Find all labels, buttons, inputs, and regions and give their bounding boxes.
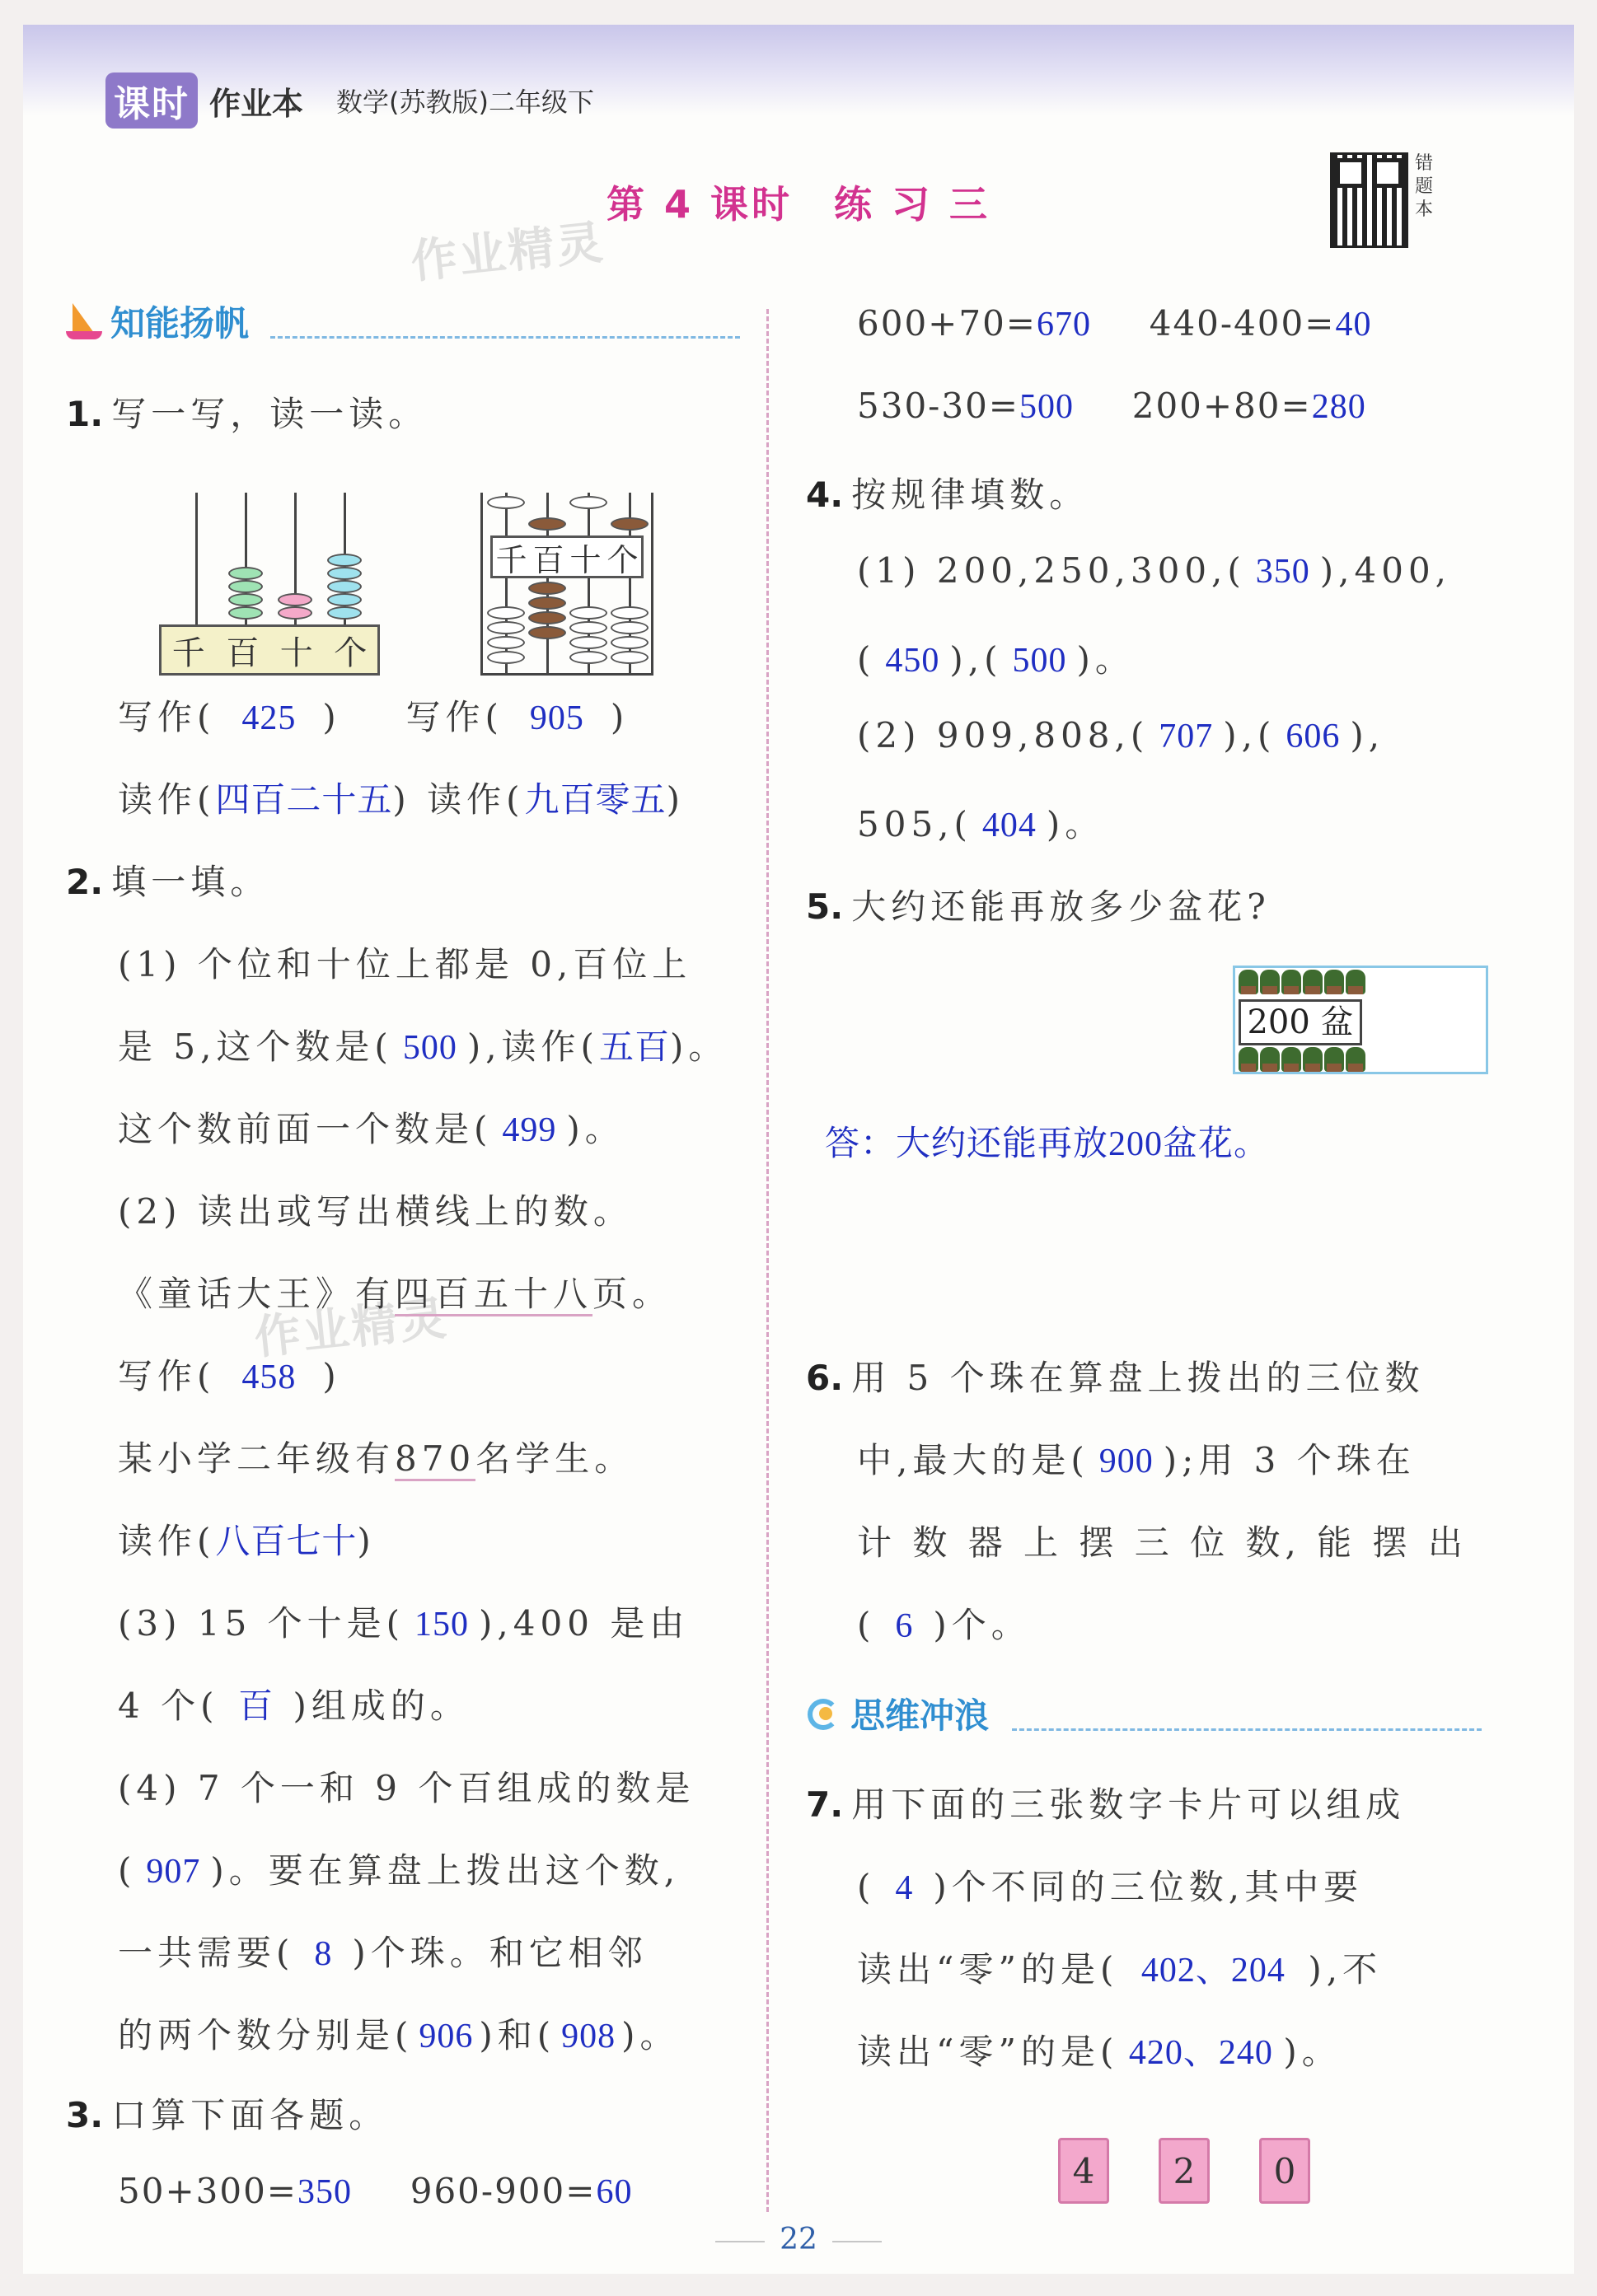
q7-line-c	[857, 1943, 1382, 1992]
qr-label: 错题本	[1414, 153, 1433, 220]
prompt-text: 页。	[592, 1274, 672, 1314]
q2-p2-line-e	[118, 1514, 376, 1564]
answer-field[interactable]: 500	[402, 1029, 457, 1067]
prompt-text: )。	[1076, 639, 1135, 680]
underlined-number: 870	[395, 1438, 475, 1481]
workbook-page	[23, 25, 1574, 2274]
answer-field[interactable]: 280	[1311, 388, 1366, 426]
prompt-text: (	[118, 1850, 137, 1891]
q4-p1-line-b	[857, 633, 1135, 682]
flower-pot-icon	[1324, 1047, 1344, 1072]
abacus-bead	[611, 621, 649, 634]
abacus-bead	[611, 636, 649, 649]
q1-write-line	[118, 690, 629, 740]
abacus-bead	[528, 517, 566, 531]
prompt-text: (1) 200,250,300,(	[857, 550, 1246, 591]
q1-read-line	[118, 773, 685, 822]
q5-answer[interactable]	[825, 1116, 1269, 1166]
question-number: 4.	[806, 475, 844, 515]
flower-pots-row	[1239, 1047, 1365, 1072]
question-text: 用下面的三张数字卡片可以组成	[851, 1784, 1406, 1825]
prompt-text: 读作(	[427, 779, 525, 820]
question-number: 6.	[806, 1358, 844, 1398]
flower-shelf-figure	[1233, 966, 1488, 1074]
underlined-number: 四百五十八	[395, 1274, 592, 1316]
equation: 960-900=	[410, 2171, 597, 2211]
q3-prompt	[66, 2088, 388, 2138]
q2-p1-line-c	[118, 1102, 625, 1152]
prompt-text: )。	[1046, 804, 1105, 844]
q6-line-c: 计 数 器 上 摆 三 位 数, 能 摆 出	[857, 1522, 1468, 1563]
abacus-bead	[569, 651, 607, 664]
section-header-siwei	[806, 1689, 989, 1738]
q2-prompt	[66, 855, 269, 905]
q3-row-1	[118, 2171, 632, 2212]
answer-field[interactable]: 150	[414, 1606, 470, 1644]
q2-p3-line-a	[118, 1597, 689, 1646]
prompt-text: (3) 15 个十是(	[118, 1603, 405, 1644]
q4-p1-line-a	[857, 550, 1451, 592]
sail-icon	[66, 303, 102, 339]
prompt-text: ),	[1350, 715, 1385, 755]
q2-p2-line-c	[118, 1349, 341, 1399]
abacus-bead	[528, 626, 566, 639]
flower-count-label: 200 盆	[1239, 999, 1362, 1045]
answer-field[interactable]: 402、204	[1140, 1952, 1286, 1990]
answer-write-2[interactable]: 905	[529, 699, 584, 737]
abacus-rod	[195, 493, 198, 634]
flower-pot-icon	[1346, 1047, 1365, 1072]
qr-block[interactable]	[1330, 152, 1433, 268]
prompt-text: )。	[566, 1109, 625, 1149]
answer-field[interactable]: 350	[297, 2173, 352, 2211]
abacus-bead	[327, 580, 362, 593]
abacus-bead	[528, 596, 566, 610]
prompt-text: )。要在算盘上拨出这个数,	[210, 1850, 681, 1891]
abacus-bead	[569, 621, 607, 634]
q4-p2-line-b	[857, 797, 1104, 847]
prompt-text: )个不同的三位数,其中要	[933, 1867, 1364, 1907]
abacus-bead	[569, 606, 607, 620]
column-divider	[766, 309, 769, 2212]
abacus-bead	[278, 593, 312, 606]
answer-field[interactable]: 670	[1037, 306, 1091, 344]
section-title: 知能扬帆	[110, 303, 250, 344]
prompt-text: )	[322, 697, 341, 737]
prompt-text: )个珠。和它相邻	[352, 1933, 648, 1973]
answer-field[interactable]: 4	[895, 1869, 914, 1907]
abacus-base	[159, 624, 380, 676]
answer-field[interactable]: 60	[596, 2173, 633, 2211]
prompt-text: 是 5,这个数是(	[118, 1026, 393, 1067]
equation: 600+70=	[857, 303, 1037, 344]
flower-pot-icon	[1303, 1047, 1323, 1072]
abacus-bead	[487, 621, 525, 634]
prompt-text: 读作(	[118, 779, 216, 820]
place-label: 千	[495, 541, 527, 578]
equation: 440-400=	[1149, 303, 1336, 344]
prompt-text: 《童话大王》有	[118, 1274, 396, 1314]
answer-field[interactable]: 8	[314, 1935, 333, 1973]
section-divider	[270, 336, 740, 339]
prompt-text: ),(	[1223, 715, 1276, 755]
abacus-bead	[228, 593, 263, 606]
q2-p2-line-b	[118, 1267, 672, 1316]
qr-code-icon[interactable]	[1330, 152, 1408, 248]
prompt-text: ),读作(	[466, 1026, 599, 1067]
prompt-text: ),400,	[1319, 550, 1452, 591]
number-card: 4	[1058, 2138, 1109, 2204]
place-label: 个	[606, 541, 639, 578]
q6-line-b	[857, 1433, 1416, 1483]
page-number: 22	[23, 2223, 1574, 2256]
q1-prompt	[66, 387, 428, 437]
q2-p4-line-c	[118, 1926, 648, 1976]
prompt-text: )	[357, 1521, 376, 1561]
place-label: 十	[569, 541, 602, 578]
question-number: 7.	[806, 1784, 844, 1825]
abacus-label-box	[490, 535, 644, 578]
flower-pot-icon	[1281, 1047, 1301, 1072]
prompt-text: )	[392, 779, 411, 820]
equation: 50+300=	[118, 2171, 297, 2211]
place-label: 百	[532, 541, 564, 578]
q2-p4-line-a: (4) 7 个一和 9 个百组成的数是	[118, 1768, 695, 1808]
abacus-bead	[569, 496, 607, 509]
wave-icon	[806, 1695, 842, 1732]
question-text: 口算下面各题。	[111, 2095, 389, 2135]
abacus-bead	[228, 567, 263, 580]
abacus-bead	[528, 582, 566, 595]
answer-field[interactable]: 404	[981, 807, 1037, 844]
prompt-text: )。	[669, 1026, 728, 1067]
q7-line-a	[806, 1778, 1405, 1827]
question-number: 2.	[66, 862, 104, 902]
flower-pot-icon	[1260, 970, 1280, 994]
prompt-text: )和(	[479, 2015, 556, 2055]
prompt-text: 读作(	[118, 1521, 216, 1561]
abacus-bead	[487, 651, 525, 664]
header-brand	[105, 72, 594, 129]
prompt-text: )组成的。	[293, 1686, 470, 1726]
q4-p2-line-a	[857, 715, 1384, 756]
equation: 530-30=	[857, 386, 1019, 426]
answer-field[interactable]: 458	[241, 1358, 297, 1396]
answer-field[interactable]: 420、240	[1128, 2034, 1273, 2072]
flower-pot-icon	[1239, 970, 1258, 994]
answer-field[interactable]: 6	[895, 1607, 914, 1645]
answer-read-1[interactable]: 四百二十五	[215, 782, 393, 820]
prompt-text: 写作(	[118, 1356, 216, 1396]
number-card: 2	[1159, 2138, 1210, 2204]
answer-field[interactable]: 450	[885, 642, 940, 680]
prompt-text: (	[857, 639, 876, 680]
flower-pots-row	[1239, 970, 1365, 994]
answer-field[interactable]: 八百七十	[215, 1523, 358, 1561]
abacus-bead	[528, 611, 566, 624]
q3-row-3	[857, 386, 1366, 427]
question-text: 用 5 个珠在算盘上拨出的三位数	[851, 1358, 1425, 1398]
section-header-zhineng	[66, 297, 249, 346]
prompt-text: 505,(	[857, 804, 972, 844]
book-info: 数学(苏教版)二年级下	[336, 87, 594, 118]
q4-prompt	[806, 468, 1089, 517]
question-number: 5.	[806, 886, 844, 927]
abacus-bead	[611, 606, 649, 620]
prompt-text: 一共需要(	[118, 1933, 295, 1973]
answer-text[interactable]: 答：大约还能再放200盆花。	[825, 1125, 1270, 1163]
prompt-text: 4 个(	[118, 1686, 219, 1726]
prompt-text: (	[857, 1867, 876, 1907]
q3-row-2	[857, 303, 1371, 344]
q2-p4-line-b	[118, 1844, 680, 1893]
question-number: 1.	[66, 394, 104, 434]
answer-field[interactable]: 707	[1159, 718, 1214, 755]
answer-field[interactable]: 百	[237, 1688, 274, 1726]
prompt-text: );用 3 个珠在	[1163, 1440, 1416, 1480]
answer-field[interactable]: 499	[502, 1111, 557, 1149]
answer-field[interactable]: 907	[146, 1853, 201, 1891]
flower-pot-icon	[1260, 1047, 1280, 1072]
answer-read-2[interactable]: 九百零五	[524, 782, 667, 820]
abacus-bead	[487, 496, 525, 509]
flower-pot-icon	[1239, 1047, 1258, 1072]
prompt-text: 某小学二年级有	[118, 1438, 396, 1479]
prompt-text: )	[666, 779, 685, 820]
place-label: 百	[226, 634, 260, 672]
abacus-bead	[327, 554, 362, 567]
abacus-bead	[487, 636, 525, 649]
watermark: 作业精灵	[408, 215, 608, 290]
flower-pot-icon	[1281, 970, 1301, 994]
q2-p3-line-b	[118, 1679, 470, 1728]
abacus-bead	[228, 606, 263, 620]
question-text: 大约还能再放多少盆花?	[851, 886, 1271, 927]
abacus-figure-2	[480, 493, 653, 678]
abacus-bead	[327, 606, 362, 620]
prompt-text: (	[857, 1605, 876, 1645]
flower-pot-icon	[1303, 970, 1323, 994]
answer-field[interactable]: 906	[419, 2018, 474, 2055]
prompt-text: ),400 是由	[479, 1603, 690, 1644]
question-text: 写一写，读一读。	[111, 394, 429, 434]
q6-line-d	[857, 1598, 1031, 1648]
abacus-bead	[278, 606, 312, 620]
answer-field[interactable]: 五百	[598, 1029, 670, 1067]
abacus-bead	[569, 636, 607, 649]
prompt-text: 写作(	[405, 697, 503, 737]
flower-pot-icon	[1324, 970, 1344, 994]
answer-field[interactable]: 908	[561, 2018, 616, 2055]
q2-p4-line-d	[118, 2008, 680, 2058]
prompt-text: )。	[1283, 2032, 1342, 2072]
q2-p1-line-a: (1) 个位和十位上都是 0,百位上	[118, 944, 692, 984]
lesson-title: 第 4 课时 练 习 三	[606, 182, 991, 227]
flower-pot-icon	[1346, 970, 1365, 994]
prompt-text: 读出“零”的是(	[857, 2032, 1119, 2072]
prompt-text: ),不	[1308, 1949, 1383, 1990]
prompt-text: 这个数前面一个数是(	[118, 1109, 493, 1149]
answer-write-1[interactable]: 425	[241, 699, 297, 737]
answer-field[interactable]: 900	[1098, 1443, 1154, 1480]
equation: 200+80=	[1131, 386, 1312, 426]
prompt-text: 名学生。	[475, 1438, 635, 1479]
place-label: 千	[171, 634, 205, 672]
prompt-text: 的两个数分别是(	[118, 2015, 414, 2055]
brand-name: 作业本	[209, 85, 304, 122]
abacus-bead	[611, 517, 649, 531]
question-text: 填一填。	[111, 862, 270, 902]
prompt-text: )个。	[933, 1605, 1031, 1645]
abacus-bead	[611, 651, 649, 664]
question-number: 3.	[66, 2095, 104, 2135]
prompt-text: 读出“零”的是(	[857, 1949, 1119, 1990]
answer-field[interactable]: 500	[1019, 388, 1074, 426]
q5-prompt	[806, 880, 1271, 929]
answer-field[interactable]: 350	[1255, 553, 1310, 591]
section-title: 思维冲浪	[850, 1695, 990, 1736]
watermark: 作业精灵	[251, 1291, 452, 1366]
answer-field[interactable]: 606	[1286, 718, 1341, 755]
q7-line-b	[857, 1860, 1363, 1910]
abacus-bead	[487, 606, 525, 620]
q2-p2-line-a: (2) 读出或写出横线上的数。	[118, 1191, 633, 1232]
brand-logo: 课时	[105, 72, 198, 129]
prompt-text: )	[610, 697, 630, 737]
q2-p2-line-d	[118, 1432, 634, 1481]
abacus-figure-1	[159, 493, 380, 678]
prompt-text: 写作(	[118, 697, 216, 737]
abacus-bead	[327, 567, 362, 580]
prompt-text: 中,最大的是(	[857, 1440, 1089, 1480]
q6-line-a	[806, 1351, 1425, 1401]
answer-field[interactable]: 40	[1335, 306, 1372, 344]
q2-p1-line-b	[118, 1020, 728, 1069]
number-card: 0	[1259, 2138, 1310, 2204]
q7-line-d	[857, 2025, 1342, 2074]
abacus-bead	[228, 580, 263, 593]
place-label: 十	[279, 634, 313, 672]
answer-field[interactable]: 500	[1012, 642, 1067, 680]
prompt-text: )。	[621, 2015, 680, 2055]
place-label: 个	[334, 634, 368, 672]
prompt-text: (2) 909,808,(	[857, 715, 1150, 755]
section-divider	[1012, 1728, 1482, 1731]
question-text: 按规律填数。	[851, 475, 1089, 515]
prompt-text: ),(	[949, 639, 1003, 680]
abacus-bead	[327, 593, 362, 606]
prompt-text: )	[322, 1356, 341, 1396]
